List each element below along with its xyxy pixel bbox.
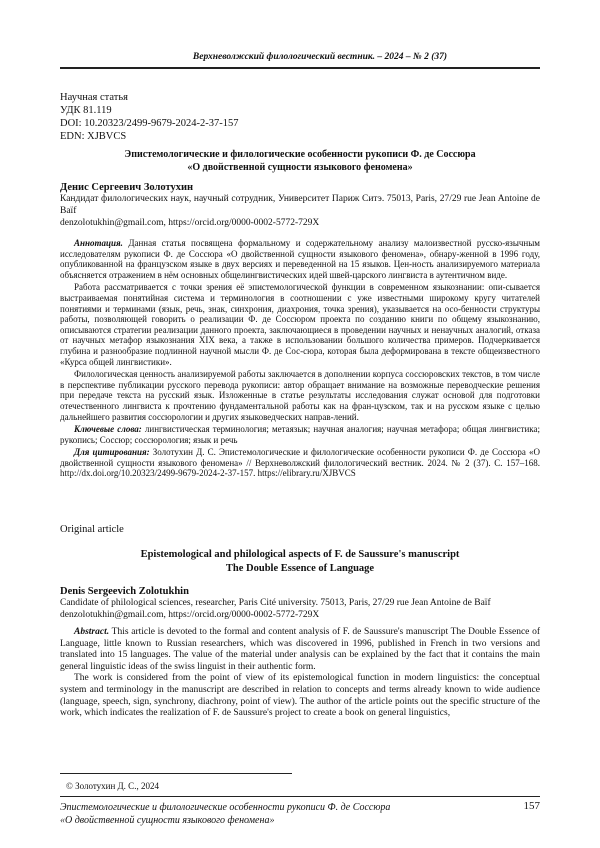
original-article-label: Original article xyxy=(60,524,124,535)
author-block-en xyxy=(60,586,540,621)
abstract-ru-paragraph-2: Работа рассматривается с точки зрения её эпистемологической функции в современном языкознании: опи-сывается выстраиваемая понятийная система и терминология в соотношении с уже известными широкому кругу читателей понятиями и терминами (язык, речь, знак, синхрония, диахрония, точка зрения), указывается на осо-бенности структуры работы, позволяющей говорить о реализации Ф. де Соссюром проекта по созданию книги по общему языкознанию, описываются стратегии реализации данного проекта, заключающиеся в проведении научных и ненаучных аналогий, отказа от научных метафор языкознания XIX века, а также в использовании большого количества примеров. Подчеркивается глубина и разнообразие подлинной научной мысли Ф. де Сос-сюра, которая была деформирована в тексте общеизвестного «Курса общей лингвистики». xyxy=(60,282,540,367)
title-en-line-1: Epistemological and philological aspects of F. de Saussure's manuscript xyxy=(140,549,460,560)
footnote-rule xyxy=(60,773,292,774)
title-ru-line-1: Эпистемологические и филологические особенности рукописи Ф. де Соссюра xyxy=(124,149,476,160)
author-name-ru: Денис Сергеевич Золотухин xyxy=(60,182,194,193)
author-name-en: Denis Sergeevich Zolotukhin xyxy=(60,586,189,597)
keywords-ru-text: лингвистическая терминология; метаязык; научная аналогия; научная метафора; общая лингвистика; рукопись; Соссюр; соссюрология; язык и речь xyxy=(60,424,541,445)
abstract-en-paragraph-1 xyxy=(60,627,540,673)
footer-title xyxy=(60,801,390,827)
abstract-en xyxy=(60,627,540,720)
author-affiliation-ru: Кандидат филологических наук, научный сотрудник, Университет Париж Ситэ. 75013, Paris, 27/29 rue Jean Antoine de Baïf xyxy=(60,194,540,216)
author-block-ru xyxy=(60,182,540,229)
abstract-ru-paragraph-3: Филологическая ценность анализируемой работы заключается в дополнении корпуса соссюровских текстов, в том числе в перспективе публикации русского перевода рукописи: автор обращает внимание на возможные переводческие решения при передаче текста на русский язык. Изложенные в статье результаты исследования служат основой для подготовки отечественного лингвиста к прочтению фундаментальной работы как на фран-цузском, так и на русском языке с целью дальнейшего развития соссюрологии и других языковедческих направ-лений. xyxy=(60,369,540,422)
udk-code: УДК 81.119 xyxy=(60,105,112,117)
footer-rule xyxy=(60,796,540,797)
edn: EDN: XJBVCS xyxy=(60,131,127,143)
header-rule xyxy=(60,67,540,69)
abstract-en-label: Abstract. xyxy=(74,627,110,637)
abstract-en-text-1: This article is devoted to the formal and content analysis of F. de Saussure's manuscript The Double Essence of Language, little known to Russian researchers, which was discovered in 1996, published in French in two versions and translated into 15 languages. The value of the material under analysis can be explained by the fact that it contains the main general linguistic ideas of the swiss linguist in their authentic form. xyxy=(60,627,540,672)
title-ru-line-2: «О двойственной сущности языкового феномена» xyxy=(187,162,413,173)
abstract-en-paragraph-2: The work is considered from the point of view of its epistemological function in modern linguistics: the conceptual system and terminology in the manuscript are described in relation to concepts and terms already known to wide audience (language, speech, sign, synchrony, diachrony, point of view). The author of the article points out the specific structure of the work, which indicates the realization of F. de Saussure's project to create a book on general linguistics, xyxy=(60,673,540,719)
doi: DOI: 10.20323/2499-9679-2024-2-37-157 xyxy=(60,118,239,130)
keywords-ru xyxy=(60,424,540,445)
copyright-note: © Золотухин Д. С., 2024 xyxy=(66,781,159,791)
abstract-ru-label: Аннотация. xyxy=(74,238,123,248)
keywords-ru-label: Ключевые слова: xyxy=(74,424,142,435)
author-contact-en: denzolotukhin@gmail.com, https://orcid.org/0000-0002-5772-729X xyxy=(60,610,320,620)
article-type: Научная статья xyxy=(60,92,128,103)
running-header: Верхневолжский филологический вестник. – 2024 – № 2 (37) xyxy=(192,52,448,62)
abstract-ru xyxy=(60,238,540,481)
author-contact-ru: denzolotukhin@gmail.com, https://orcid.org/0000-0002-5772-729X xyxy=(60,218,320,228)
title-en-line-2: The Double Essence of Language xyxy=(225,562,375,574)
article-title-ru xyxy=(60,148,540,174)
citation-ru-text: Золотухин Д. С. Эпистемологические и филологические особенности рукописи Ф. де Соссюра «О двойственной сущности языкового феномена» // Верхневолжский филологический вестник. 2024. № 2 (37). С. 157–168. http://dx.doi.org/10.20323/2499-9679-2024-2-37-157. https://elibrary.ru/XJBVCS xyxy=(60,447,541,479)
citation-ru-label: Для цитирования: xyxy=(74,447,150,458)
citation-ru xyxy=(60,447,540,479)
page-number: 157 xyxy=(523,800,540,812)
article-metadata xyxy=(60,91,238,143)
author-affiliation-en: Candidate of philological sciences, researcher, Paris Cité university. 75013, Paris, 27/29 rue Jean Antoine de Baïf xyxy=(60,598,491,608)
abstract-ru-text-1: Данная статья посвящена формальному и содержательному анализу малоизвестной русско-язычным исследователям рукописи Ф. де Соссюра «О двойственной сущности языкового феномена», обнару-женной в 1996 году, опубликованной на французском языке в двух версиях и переведенной на 15 языков. Цен-ность анализируемого материала объясняется отражением в нём основных общелингвистических идей швей-царского лингвиста в аутентичном виде. xyxy=(60,238,540,280)
abstract-ru-paragraph-1 xyxy=(60,238,540,280)
article-title-en xyxy=(60,548,540,575)
footer-title-line-1: Эпистемологические и филологические особенности рукописи Ф. де Соссюра xyxy=(60,802,391,813)
footer-title-line-2: «О двойственной сущности языкового феномена» xyxy=(60,815,275,826)
